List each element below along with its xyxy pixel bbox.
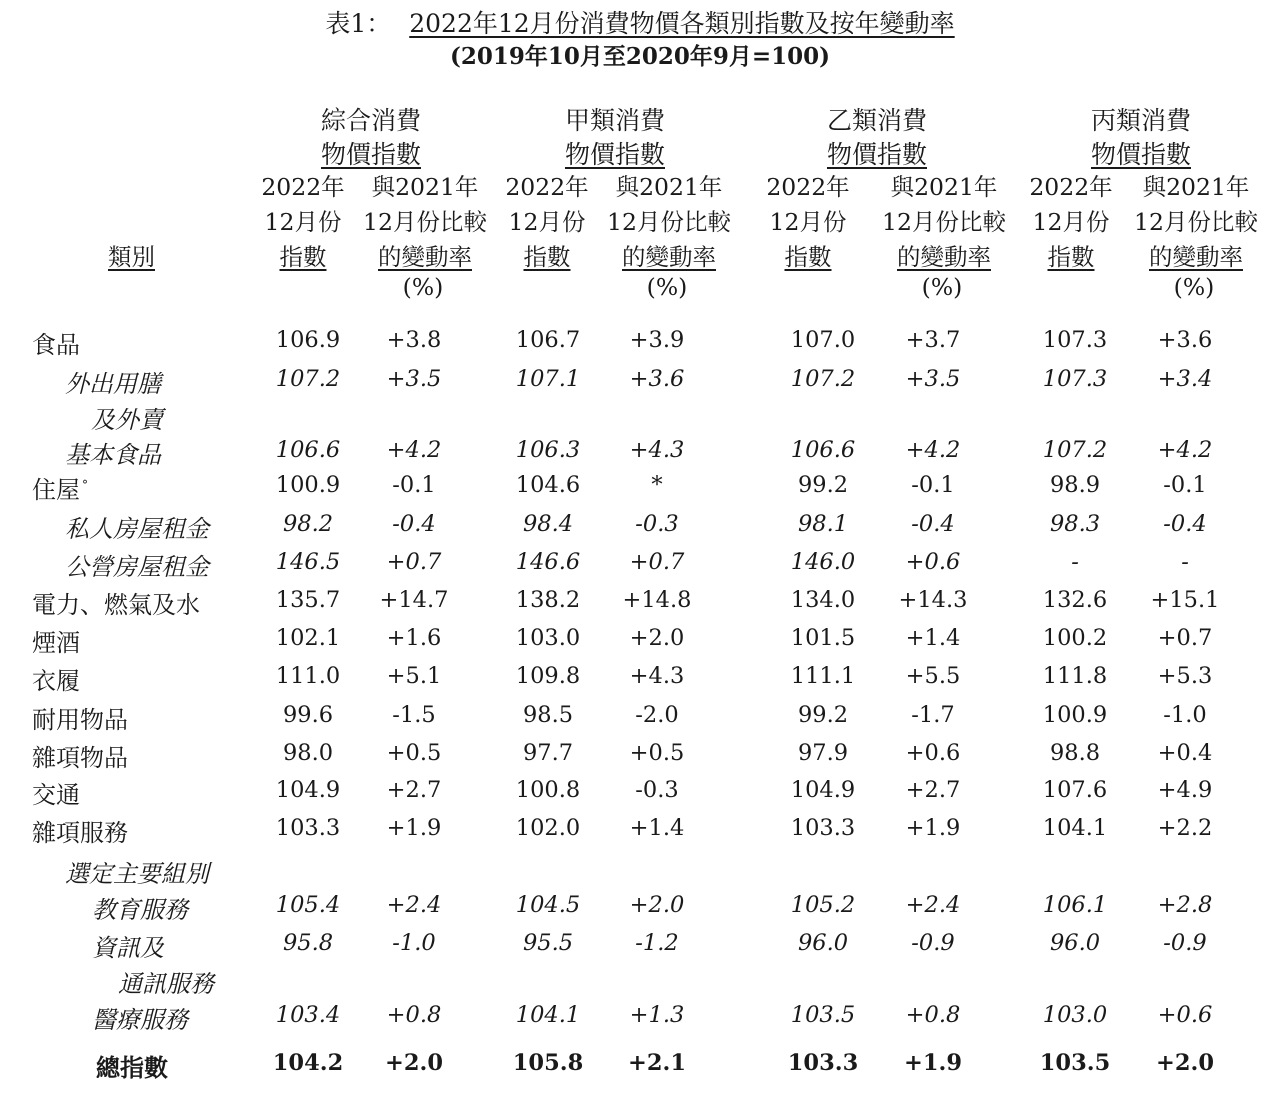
- index-cell: 98.9: [1049, 472, 1101, 498]
- table-base-period: (2019年10月至2020年9月=100): [449, 43, 831, 70]
- index-header-label: 指數: [279, 243, 327, 271]
- index-cell: 101.5: [790, 625, 856, 651]
- table-number: 表1：: [325, 9, 392, 38]
- index-cell: 111.0: [275, 663, 341, 689]
- index-cell: 107.2: [790, 366, 856, 392]
- index-cell: 134.0: [790, 587, 856, 613]
- table-title-text: 2022年12月份消費物價各類別指數及按年變動率: [409, 9, 955, 38]
- change-cell: +2.7: [905, 777, 961, 803]
- index-cell: 97.9: [797, 740, 849, 766]
- index-cell: 95.8: [282, 930, 334, 956]
- change-cell: +0.7: [629, 549, 685, 575]
- group-header-a: 甲類消費 物價指數: [564, 106, 665, 169]
- index-cell: 107.2: [275, 366, 341, 392]
- index-cell: 100.2: [1042, 625, 1108, 651]
- index-cell: 104.2: [272, 1050, 344, 1076]
- index-cell: 111.8: [1042, 663, 1108, 689]
- index-cell: 103.3: [787, 1050, 859, 1076]
- index-cell: 135.7: [275, 587, 341, 613]
- change-cell: -0.9: [911, 930, 955, 956]
- change-cell: -0.9: [1163, 930, 1207, 956]
- index-cell: 106.3: [515, 437, 581, 463]
- index-cell: 106.7: [515, 327, 581, 353]
- change-cell: +0.5: [629, 740, 685, 766]
- change-cell: +1.9: [386, 815, 442, 841]
- total-index-label: 總指數: [96, 1053, 168, 1082]
- row-label: 食品: [32, 331, 80, 359]
- change-cell: -1.5: [392, 702, 436, 728]
- index-cell: 98.8: [1049, 740, 1101, 766]
- index-cell: 102.1: [275, 625, 341, 651]
- table-title: [0, 4, 1280, 40]
- index-cell: 97.7: [522, 740, 574, 766]
- change-header-line1: 與2021年: [371, 173, 479, 201]
- index-cell: 103.5: [1039, 1050, 1111, 1076]
- change-cell: +4.2: [1157, 437, 1213, 463]
- change-cell: +1.6: [386, 625, 442, 651]
- index-cell: 98.0: [282, 740, 334, 766]
- change-cell: -0.4: [1163, 511, 1207, 537]
- index-cell: 103.4: [275, 1002, 341, 1028]
- index-cell: 103.3: [790, 815, 856, 841]
- row-label: 衣履: [32, 667, 80, 695]
- index-header-year: 2022年: [505, 173, 589, 201]
- change-cell: +14.7: [379, 587, 449, 613]
- change-cell: +3.9: [629, 327, 685, 353]
- index-cell: 106.9: [275, 327, 341, 353]
- index-cell: 104.9: [790, 777, 856, 803]
- index-cell: 146.6: [515, 549, 581, 575]
- row-label: 資訊及: [92, 934, 164, 962]
- index-cell: 103.0: [515, 625, 581, 651]
- change-cell: +1.9: [904, 1050, 962, 1076]
- index-cell: 96.0: [1049, 930, 1101, 956]
- change-cell: +4.2: [386, 437, 442, 463]
- change-cell: +2.2: [1157, 815, 1213, 841]
- index-cell: 104.6: [515, 472, 581, 498]
- index-cell: 100.9: [1042, 702, 1108, 728]
- index-cell: 102.0: [515, 815, 581, 841]
- change-cell: +2.0: [629, 892, 685, 918]
- change-cell: -0.3: [635, 511, 679, 537]
- change-cell: +2.1: [628, 1050, 686, 1076]
- index-header-year: 2022年: [261, 173, 345, 201]
- change-cell: +0.7: [1157, 625, 1213, 651]
- change-cell: +4.2: [905, 437, 961, 463]
- change-cell: -0.1: [392, 472, 436, 498]
- change-header-line2: 12月份比較: [882, 208, 1006, 236]
- index-header-month: 12月份: [769, 208, 847, 236]
- index-cell: 104.5: [515, 892, 581, 918]
- index-cell: 98.1: [797, 511, 849, 537]
- row-label-continuation: 通訊服務: [118, 970, 214, 998]
- index-header-year: 2022年: [766, 173, 850, 201]
- index-cell: 138.2: [515, 587, 581, 613]
- change-cell: +3.5: [386, 366, 442, 392]
- change-cell: +2.4: [905, 892, 961, 918]
- change-cell: +3.4: [1157, 366, 1213, 392]
- change-header-line3: 的變動率: [1149, 243, 1243, 271]
- index-header-label: 指數: [523, 243, 571, 271]
- change-cell: +3.8: [386, 327, 442, 353]
- index-cell: 106.1: [1042, 892, 1108, 918]
- footnote-marker: °: [82, 478, 88, 492]
- change-cell: -1.2: [635, 930, 679, 956]
- index-cell: 107.3: [1042, 327, 1108, 353]
- group-header-composite: 綜合消費 物價指數: [320, 106, 421, 169]
- change-cell: +0.8: [386, 1002, 442, 1028]
- change-header-unit: (%): [402, 273, 444, 301]
- change-cell: +0.6: [1157, 1002, 1213, 1028]
- row-label: 私人房屋租金: [65, 515, 209, 543]
- change-cell: +4.9: [1157, 777, 1213, 803]
- index-cell: 96.0: [797, 930, 849, 956]
- index-header-year: 2022年: [1029, 173, 1113, 201]
- change-cell: +4.3: [629, 437, 685, 463]
- index-cell: 105.2: [790, 892, 856, 918]
- change-cell: +5.3: [1157, 663, 1213, 689]
- index-cell: 100.9: [275, 472, 341, 498]
- change-header-unit: (%): [646, 273, 688, 301]
- index-header-month: 12月份: [1032, 208, 1110, 236]
- index-cell: 132.6: [1042, 587, 1108, 613]
- row-label: 住屋 °: [32, 476, 88, 504]
- change-cell: +5.1: [386, 663, 442, 689]
- index-header-label: 指數: [1047, 243, 1095, 271]
- index-cell: 106.6: [275, 437, 341, 463]
- index-cell: 111.1: [790, 663, 856, 689]
- change-cell: -0.3: [635, 777, 679, 803]
- index-cell: 99.2: [797, 472, 849, 498]
- index-cell: 146.0: [790, 549, 856, 575]
- change-cell: -0.1: [911, 472, 955, 498]
- change-header-line1: 與2021年: [890, 173, 998, 201]
- change-header-line2: 12月份比較: [363, 208, 487, 236]
- index-cell: 95.5: [522, 930, 574, 956]
- change-cell: +2.8: [1157, 892, 1213, 918]
- index-cell: 103.0: [1042, 1002, 1108, 1028]
- change-cell: -1.0: [392, 930, 436, 956]
- change-cell: *: [651, 472, 663, 498]
- index-cell: 106.6: [790, 437, 856, 463]
- row-label: 外出用膳: [65, 370, 161, 398]
- index-cell: 104.9: [275, 777, 341, 803]
- index-cell: 146.5: [275, 549, 341, 575]
- change-cell: +0.6: [905, 740, 961, 766]
- index-cell: 107.3: [1042, 366, 1108, 392]
- row-label: 醫療服務: [92, 1006, 188, 1034]
- index-cell: 109.8: [515, 663, 581, 689]
- change-header-unit: (%): [1173, 273, 1215, 301]
- index-cell: 98.4: [522, 511, 574, 537]
- index-cell: 104.1: [515, 1002, 581, 1028]
- change-header-line3: 的變動率: [378, 243, 472, 271]
- group-header-c: 丙類消費 物價指數: [1090, 106, 1191, 169]
- group-header-b: 乙類消費 物價指數: [826, 106, 927, 169]
- index-cell: 107.0: [790, 327, 856, 353]
- index-cell: -: [1071, 549, 1079, 575]
- index-cell: 107.1: [515, 366, 581, 392]
- change-cell: +2.0: [385, 1050, 443, 1076]
- index-header-month: 12月份: [264, 208, 342, 236]
- change-cell: +1.3: [629, 1002, 685, 1028]
- index-cell: 98.3: [1049, 511, 1101, 537]
- change-cell: +3.6: [1157, 327, 1213, 353]
- change-cell: -1.7: [911, 702, 955, 728]
- change-cell: +3.7: [905, 327, 961, 353]
- change-header-line1: 與2021年: [1142, 173, 1250, 201]
- index-cell: 98.5: [522, 702, 574, 728]
- change-header-line2: 12月份比較: [607, 208, 731, 236]
- change-cell: +2.0: [1156, 1050, 1214, 1076]
- change-cell: -0.4: [911, 511, 955, 537]
- row-label: 耐用物品: [32, 706, 128, 734]
- index-cell: 107.6: [1042, 777, 1108, 803]
- category-header: 類別: [108, 243, 155, 271]
- change-cell: -0.4: [392, 511, 436, 537]
- change-cell: -1.0: [1163, 702, 1207, 728]
- row-label: 雜項服務: [32, 819, 128, 847]
- index-header-label: 指數: [784, 243, 832, 271]
- change-cell: +4.3: [629, 663, 685, 689]
- index-cell: 99.2: [797, 702, 849, 728]
- change-cell: +0.6: [905, 549, 961, 575]
- change-cell: +15.1: [1150, 587, 1220, 613]
- change-cell: +3.5: [905, 366, 961, 392]
- change-cell: +3.6: [629, 366, 685, 392]
- row-label: 基本食品: [65, 441, 161, 469]
- index-cell: 105.4: [275, 892, 341, 918]
- row-label-continuation: 及外賣: [91, 406, 163, 434]
- row-label: 煙酒: [32, 629, 80, 657]
- change-cell: +14.8: [622, 587, 692, 613]
- row-label: 公營房屋租金: [65, 553, 209, 581]
- change-cell: -2.0: [635, 702, 679, 728]
- change-header-unit: (%): [921, 273, 963, 301]
- change-cell: +14.3: [898, 587, 968, 613]
- change-cell: +1.4: [905, 625, 961, 651]
- index-cell: 98.2: [282, 511, 334, 537]
- change-header-line3: 的變動率: [622, 243, 716, 271]
- index-cell: 103.5: [790, 1002, 856, 1028]
- change-cell: +0.7: [386, 549, 442, 575]
- row-label: 雜項物品: [32, 744, 128, 772]
- row-label: 選定主要組別: [65, 860, 209, 888]
- index-header-month: 12月份: [508, 208, 586, 236]
- index-cell: 100.8: [515, 777, 581, 803]
- row-label: 電力、燃氣及水: [32, 591, 200, 619]
- change-cell: +0.4: [1157, 740, 1213, 766]
- change-header-line3: 的變動率: [897, 243, 991, 271]
- index-cell: 99.6: [282, 702, 334, 728]
- change-cell: +5.5: [905, 663, 961, 689]
- change-header-line1: 與2021年: [615, 173, 723, 201]
- change-header-line2: 12月份比較: [1134, 208, 1258, 236]
- change-cell: -0.1: [1163, 472, 1207, 498]
- index-cell: 107.2: [1042, 437, 1108, 463]
- change-cell: +2.4: [386, 892, 442, 918]
- row-label: 教育服務: [92, 896, 188, 924]
- index-cell: 105.8: [512, 1050, 584, 1076]
- change-cell: +1.9: [905, 815, 961, 841]
- change-cell: +0.8: [905, 1002, 961, 1028]
- index-cell: 104.1: [1042, 815, 1108, 841]
- row-label: 交通: [32, 781, 80, 809]
- change-cell: -: [1181, 549, 1189, 575]
- change-cell: +2.7: [386, 777, 442, 803]
- change-cell: +2.0: [629, 625, 685, 651]
- change-cell: +1.4: [629, 815, 685, 841]
- change-cell: +0.5: [386, 740, 442, 766]
- index-cell: 103.3: [275, 815, 341, 841]
